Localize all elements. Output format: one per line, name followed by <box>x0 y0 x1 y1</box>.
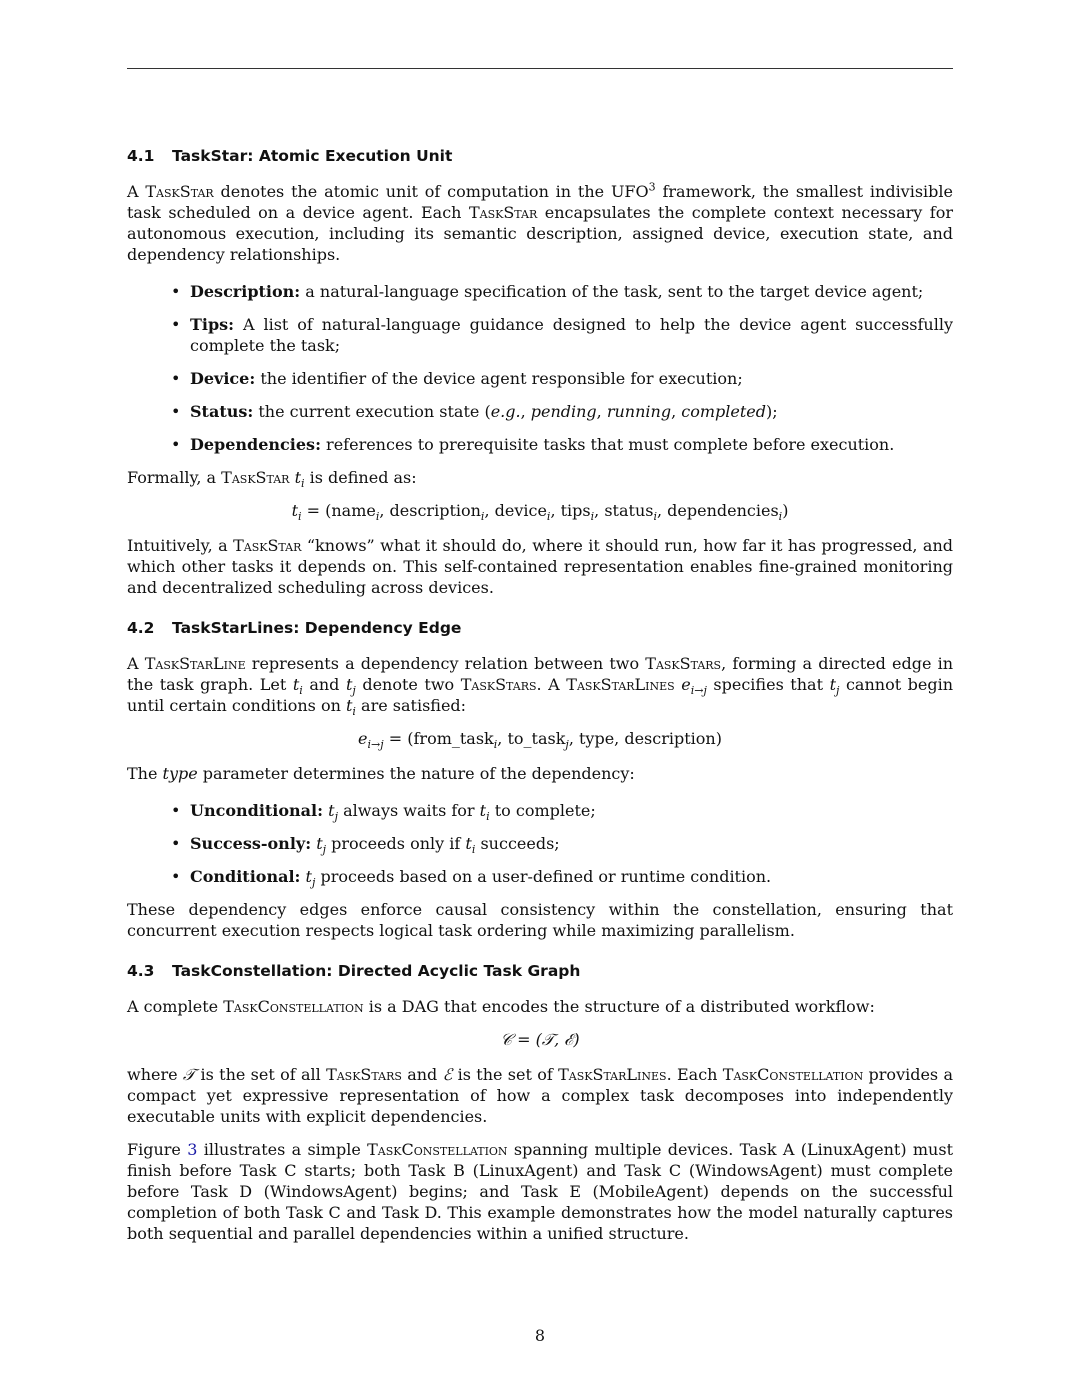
section-number: 4.2 <box>127 619 155 637</box>
taskstarline-intro-paragraph: A TaskStarLine represents a dependency relation between two TaskStars, forming a directed edge in the task graph. Let $t_i$ and $t_j$ denote two TaskStars. A TaskStarLines $e_{i\to j}$ specifies that $t_j$ cannot begin until certain conditions on $t_i$ are satisfied: <box>127 654 954 719</box>
dependency-types-list <box>127 800 953 890</box>
constellation-where-paragraph: where 𝒯 is the set of all TaskStars and ℰ is the set of TaskStarLines. Each TaskConstellation provides a compact yet expressive representation of how a complex task decomposes into independently executable units with explicit dependencies. <box>127 1065 953 1126</box>
list-item: • Device: the identifier of the device agent responsible for execution; <box>190 368 953 389</box>
taskstarline-equation: $e_{i\to j}$ = (from_task$_i$, to_task$_j$, type, description) <box>358 729 722 752</box>
taskstar-fields-list <box>127 281 953 455</box>
figure-reference-link[interactable]: 3 <box>187 1140 198 1159</box>
formal-definition-intro: Formally, a TaskStar $t_i$ is defined as: <box>127 468 417 491</box>
taskstar-outro-paragraph: Intuitively, a TaskStar “knows” what it should do, where it should run, how far it has progressed, and which other tasks it depends on. This self-contained representation enables fine-grained monitoring and decentralized scheduling across devices. <box>127 536 954 597</box>
taskstar-intro-paragraph: A TaskStar denotes the atomic unit of computation in the UFO$^3$ framework, the smallest indivisible task scheduled on a device agent. Each TaskStar encapsulates the complete context necessary for autonomous execution, including its semantic description, assigned device, execution state, and dependency relationships. <box>127 180 954 264</box>
header-rule <box>127 68 953 69</box>
section-heading-4-3 <box>127 961 953 982</box>
section-number: 4.3 <box>127 962 155 980</box>
list-item: • Success-only: $t_j$ proceeds only if $t_i$ succeeds; <box>190 833 953 854</box>
page-number: 8 <box>534 1326 546 1345</box>
list-item: • Description: a natural-language specification of the task, sent to the target device agent; <box>190 281 953 302</box>
section-title: TaskStar: Atomic Execution Unit <box>172 147 453 165</box>
list-item: • Unconditional: $t_j$ always waits for $t_i$ to complete; <box>190 800 953 821</box>
list-item: • Status: the current execution state (e.g., pending, running, completed); <box>190 401 953 422</box>
type-parameter-line: The type parameter determines the nature of the dependency: <box>127 764 635 783</box>
taskstar-equation: $t_i$ = (name$_i$, description$_i$, device$_i$, tips$_i$, status$_i$, dependencies$_i$) <box>291 501 789 524</box>
list-item: • Conditional: $t_j$ proceeds based on a user-defined or runtime condition. <box>190 866 953 887</box>
figure-description-paragraph: Figure 3 illustrates a simple TaskConstellation spanning multiple devices. Task A (LinuxAgent) must finish before Task C starts; both Task B (LinuxAgent) and Task C (WindowsAgent) must complete before Task D (WindowsAgent) begins; and Task E (MobileAgent) depends on the successful completion of both Task C and Task D. This example demonstrates how the model naturally captures both sequential and parallel dependencies within a unified structure. <box>127 1140 954 1243</box>
list-item: • Tips: A list of natural-language guidance designed to help the device agent successfully complete the task; <box>190 314 953 356</box>
taskstarline-outro-paragraph: These dependency edges enforce causal consistency within the constellation, ensuring that concurrent execution respects logical task ordering while maximizing parallelism. <box>127 900 953 940</box>
list-item: • Dependencies: references to prerequisite tasks that must complete before execution. <box>190 434 953 455</box>
constellation-intro-paragraph: A complete TaskConstellation is a DAG that encodes the structure of a distributed workflow: <box>127 997 875 1016</box>
section-heading-4-1 <box>127 146 953 167</box>
constellation-equation: 𝒞 = (𝒯, ℰ) <box>500 1030 580 1049</box>
section-number: 4.1 <box>127 147 155 165</box>
page-body <box>127 146 953 1244</box>
section-title: TaskConstellation: Directed Acyclic Task Graph <box>172 962 581 980</box>
section-title: TaskStarLines: Dependency Edge <box>172 619 462 637</box>
section-heading-4-2 <box>127 618 953 639</box>
